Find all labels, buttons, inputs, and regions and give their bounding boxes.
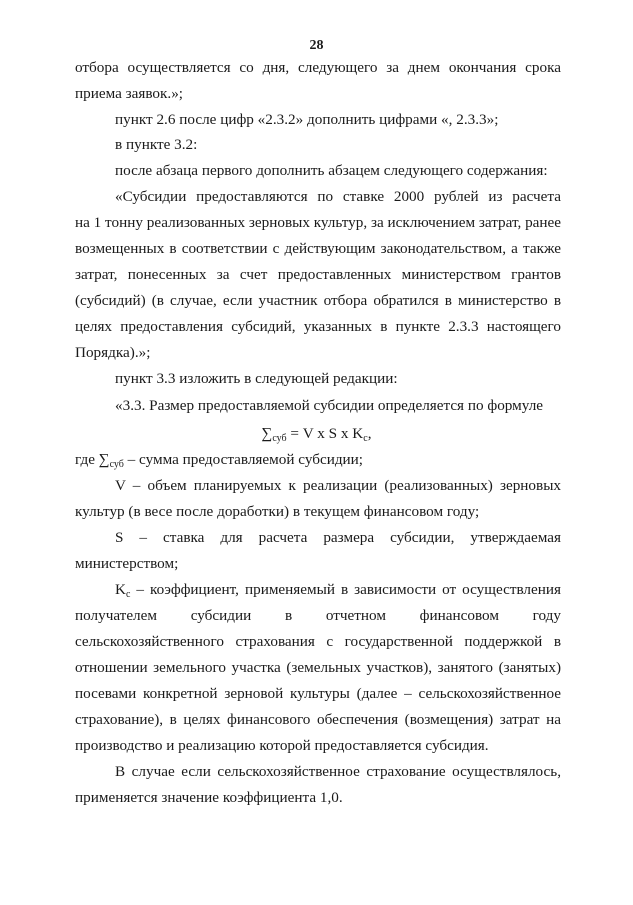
k-subscript: с <box>125 589 131 599</box>
k-symbol: K <box>115 581 126 598</box>
text-line: на 1 тонну реализованных зерновых культур, за исключением затрат, ранее <box>75 214 561 231</box>
where-text: – сумма предоставляемой субсидии; <box>123 451 364 468</box>
text-line: «3.3. Размер предоставляемой субсидии определяется по формуле <box>115 397 544 414</box>
text-line: V – объем планируемых к реализации (реализованных) зерновых <box>115 477 561 494</box>
k-subscript: с <box>363 433 368 444</box>
kc-line <box>115 581 561 599</box>
text-line: страхование), в целях финансового обеспечения (возмещения) затрат на <box>75 711 561 728</box>
sum-subscript: суб <box>272 433 287 444</box>
text-line: министерством; <box>75 555 179 572</box>
text-line: производство и реализацию которой предоставляется субсидия. <box>75 737 489 754</box>
text-line: посевами конкретной зерновой культуры (далее – сельскохозяйственное <box>75 685 561 702</box>
text-line: «Субсидии предоставляются по ставке 2000 рублей из расчета <box>115 188 561 205</box>
text-line: В случае если сельскохозяйственное страхование осуществлялось, <box>115 763 561 780</box>
text-line: S – ставка для расчета размера субсидии, утверждаемая <box>115 529 561 546</box>
formula-body: = V x S x K <box>286 425 364 442</box>
text-line: (субсидий) (в случае, если участник отбора обратился в министерство в <box>75 292 561 309</box>
page-number: 28 <box>309 38 324 53</box>
text-line: затрат, понесенных за счет предоставленных министерством грантов <box>75 266 561 283</box>
formula <box>0 425 633 448</box>
text-line: отношении земельного участка (земельных участков), занятого (занятых) <box>75 659 561 676</box>
text-line: после абзаца первого дополнить абзацем следующего содержания: <box>115 162 548 179</box>
text-line: пункт 2.6 после цифр «2.3.2» дополнить цифрами «, 2.3.3»; <box>115 111 499 128</box>
text-line: целях предоставления субсидий, указанных в пункте 2.3.3 настоящего <box>75 318 561 335</box>
formula-tail: , <box>367 425 372 442</box>
sum-subscript: суб <box>109 459 124 470</box>
text-line: возмещенных в соответствии с действующим законодательством, а также <box>75 240 561 257</box>
text-line: культур (в весе после доработки) в текущем финансовом году; <box>75 503 480 520</box>
text-line: в пункте 3.2: <box>115 136 198 153</box>
text-line: применяется значение коэффициента 1,0. <box>75 789 343 806</box>
text-line: Порядка).»; <box>75 344 151 361</box>
text-line: получателем субсидии в отчетном финансовом году <box>75 607 561 624</box>
text-line: отбора осуществляется со дня, следующего за днем окончания срока <box>75 59 561 76</box>
kc-text: – коэффициент, применяемый в зависимости от осуществления <box>130 581 561 598</box>
sum-symbol: ∑ <box>98 451 110 468</box>
text-line: пункт 3.3 изложить в следующей редакции: <box>115 370 398 387</box>
where-line <box>75 451 363 474</box>
where-prefix: где <box>75 451 99 468</box>
text-line: приема заявок.»; <box>75 85 184 102</box>
sum-symbol: ∑ <box>261 425 273 442</box>
text-line: сельскохозяйственного страхования с государственной поддержкой в <box>75 633 561 650</box>
